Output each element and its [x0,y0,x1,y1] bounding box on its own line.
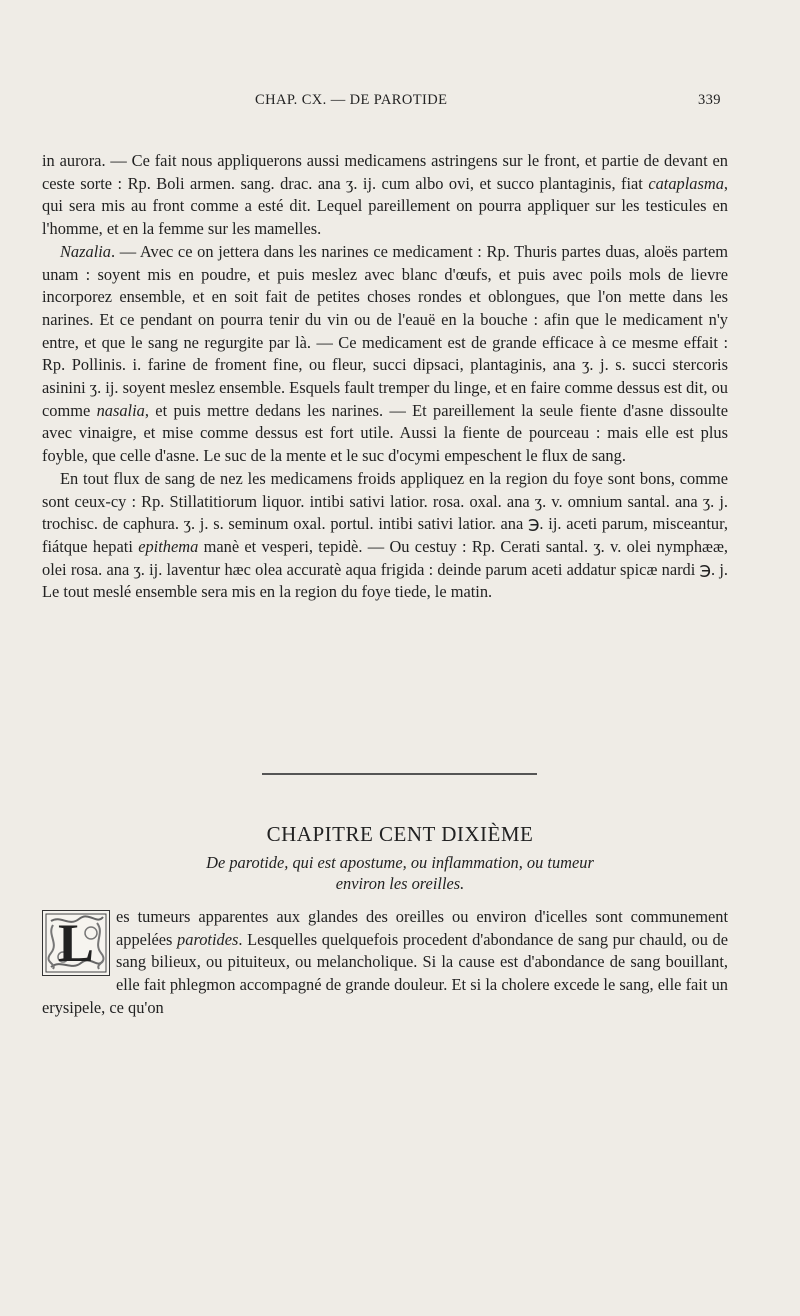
section-divider [262,773,537,775]
paragraph: in aurora. — Ce fait nous appliquerons aussi medicamens astringens sur le front, et partie de devant en ceste sorte : Rp. Boli armen. sang. drac. ana ʒ. ij. cum albo ovi, et succo plantaginis, fiat cataplasma, qui sera mis au front comme a esté dit. Lequel pareillement on pourra appliquer sur les testicules en l'homme, et en la femme sur les mamelles. [42,151,728,239]
italic-term: epithema [138,536,199,556]
paragraph: es tumeurs apparentes aux glandes des oreilles ou environ d'icelles sont communement appelées parotides. Lesquelles quelquefois procedent d'abondance de sang pur chauld, ou de sang bilieux, ou pituiteux, ou melancholique. Si la cause est d'abondance de sang bouillant, elle fait phlegmon accompagné de grande douleur. Et si la cholere excede le sang, elle fait un erysipele, ce qu'on [42,907,728,1017]
body-text [42,150,728,604]
page-header [0,92,800,112]
italic-term: parotides [177,929,239,949]
chapter-subtitle: De parotide, qui est apostume, ou inflammation, ou tumeur environ les oreilles. [206,853,594,893]
drop-cap-ornament [42,910,110,976]
italic-term: Nazalia [60,241,112,261]
chapter-text [42,906,728,1020]
paragraph: Nazalia. — Avec ce on jettera dans les narines ce medicament : Rp. Thuris partes duas, aloës partem unam : soyent mis en poudre, et puis meslez avec blanc d'œufs, et puis avec poils mols de lievre incorporez ensemble, et en soit fait de petites choses rondes et oblongues, que l'on mette dans les narines. Et ce pendant on pourra tenir du vin ou de l'eauë en la bouche : afin que le medicament n'y entre, et que le sang ne regurgite par là. — Ce medicament est de grande efficace à ce mesme effait : Rp. Pollinis. i. farine de froment fine, ou fleur, succi dipsaci, plantaginis, ana ʒ. j. s. succi stercoris asinini ʒ. ij. soyent meslez ensemble. Esquels fault tremper du linge, et en faire comme dessus est dit, ou comme nasalia, et puis mettre dedans les narines. — Et pareillement la seule fiente d'asne dissoulte avec vinaigre, et mise comme dessus est fort utile. Aussi la fiente de pourceau : mais elle est plus foyble, que celle d'asne. Le suc de la mente et le suc d'ocymi empeschent le flux de sang. [42,241,728,466]
chapter-title: CHAPITRE CENT DIXIÈME [266,822,534,846]
running-head: CHAP. CX. — DE PAROTIDE [255,92,448,108]
page-number: 339 [698,92,721,108]
drop-cap-letter: L [57,913,95,973]
italic-term: cataplasma [648,173,724,193]
italic-term: nasalia [96,400,145,420]
paragraph: En tout flux de sang de nez les medicamens froids appliquez en la region du foye sont bons, comme sont ceux-cy : Rp. Stillatitiorum liquor. intibi sativi latior. rosa. oxal. ana ʒ. v. omnium santal. ana ʒ. j. trochisc. de caphura. ʒ. j. s. seminum oxal. portul. intibi sativi latior. ana ℈. ij. aceti parum, misceantur, fiátque hepati epithema manè et vesperi, tepidè. — Ou cestuy : Rp. Cerati santal. ʒ. v. olei nymphææ, olei rosa. ana ʒ. ij. laventur hæc olea accuratè aqua frigida : deinde parum aceti addatur spicæ nardi ℈. j. Le tout meslé ensemble sera mis en la region du foye tiede, le matin. [42,468,728,602]
